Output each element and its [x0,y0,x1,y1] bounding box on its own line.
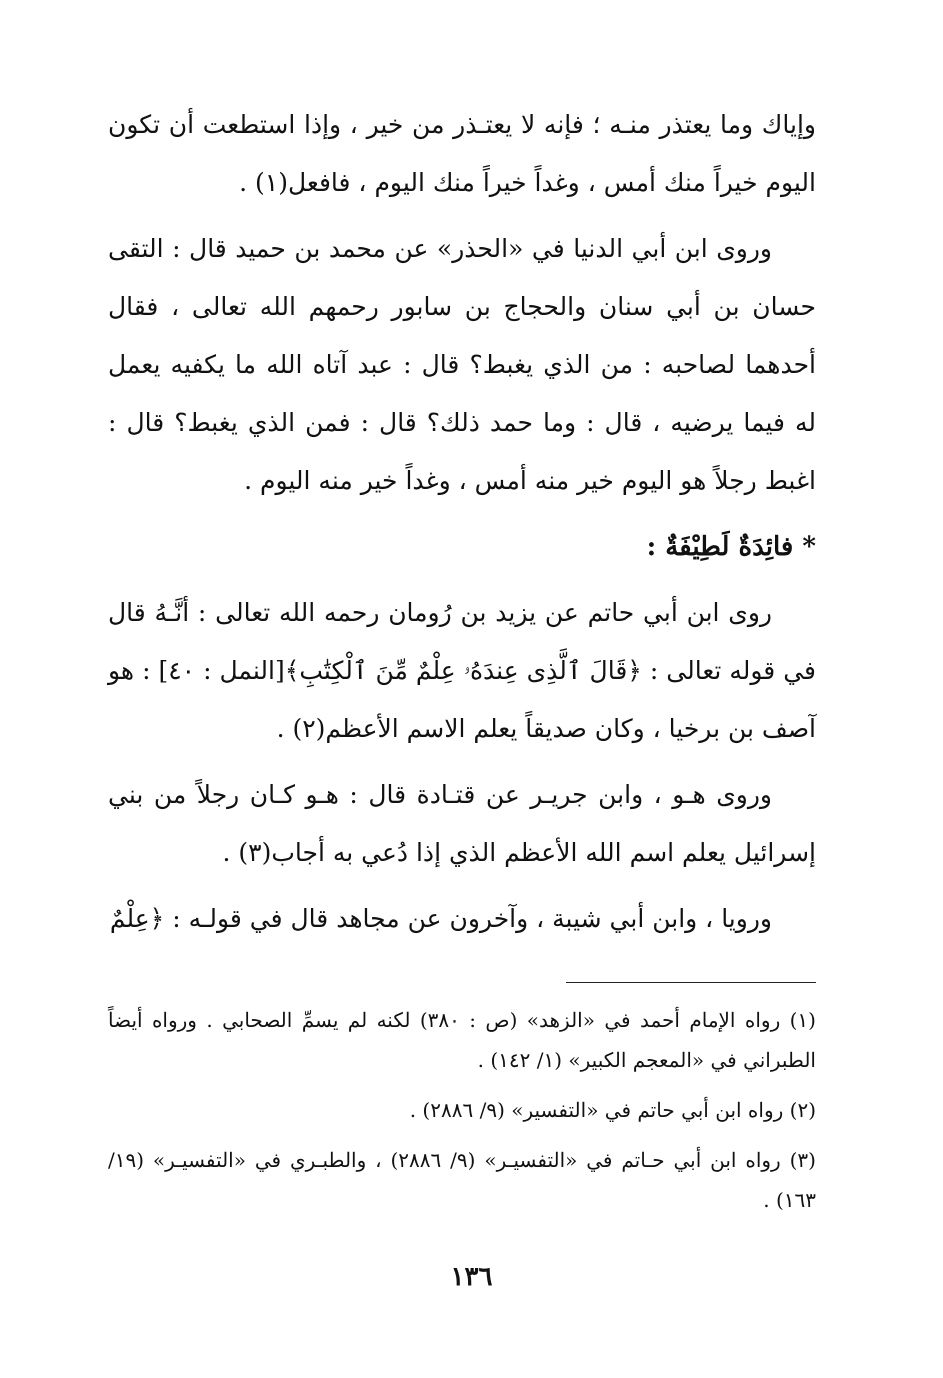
paragraph-3: روى ابن أبي حاتم عن يزيد بن رُومان رحمه الله تعالى : أنَّـهُ قال في قوله تعالى : ﴿قَالَ ٱلَّذِى عِندَهُۥ عِلْمٌ مِّنَ ٱلْكِتَٰبِ﴾[النمل : ٤٠] : هو آصف بن برخيا ، وكان صديقاً يعلم الاسم الأعظم(٢) . [108,598,817,743]
paragraph-5: ورويا ، وابن أبي شيبة ، وآخرون عن مجاهد قال في قولـه : ﴿عِلْمٌ [109,904,772,933]
paragraph-2: وروى ابن أبي الدنيا في «الحذر» عن محمد بن حميد قال : التقى حسان بن أبي سنان والحجاج بن سابور رحمهم الله تعالى ، فقال أحدهما لصاحبه : من الذي يغبط؟ قال : عبد آتاه الله ما يكفيه يعمل له فيما يرضيه ، قال : وما حمد ذلك؟ قال : فمن الذي يغبط؟ قال : اغبط رجلاً هو اليوم خير منه أمس ، وغداً خير منه اليوم . [108,234,816,495]
paragraph-1: وإياك وما يعتذر منـه ؛ فإنه لا يعتـذر من خير ، وإذا استطعت أن تكون اليوم خيراً منك أمس ، وغداً خيراً منك اليوم ، فافعل(١) . [108,110,816,197]
footnote-2: (٢) رواه ابن أبي حاتم في «التفسير» (٩/ ٢٨٨٦) . [409,1098,816,1122]
footnote-3: (٣) رواه ابن أبي حـاتم في «التفسيـر» (٩/ ٢٨٨٦) ، والطبـري في «التفسيـر» (١٩/ ١٦٣) . [108,1148,816,1212]
paragraph-4: وروى هـو ، وابن جريـر عن قتـادة قال : هـو كـان رجلاً من بني إسرائيل يعلم اسم الله الأعظم الذي إذا دُعي به أجاب(٣) . [108,780,816,867]
main-text [108,96,816,956]
footnote-divider [566,982,816,983]
footnotes [108,1000,816,1230]
footnote-1: (١) رواه الإمام أحمد في «الزهد» (ص : ٣٨٠) لكنه لم يسمِّ الصحابي . ورواه أيضاً الطبراني في «المعجم الكبير» (١/ ١٤٢) . [108,1008,816,1072]
section-heading: * فائِدَةٌ لَطِيْفَةٌ : [646,532,816,562]
page-number: ١٣٦ [450,1262,493,1292]
